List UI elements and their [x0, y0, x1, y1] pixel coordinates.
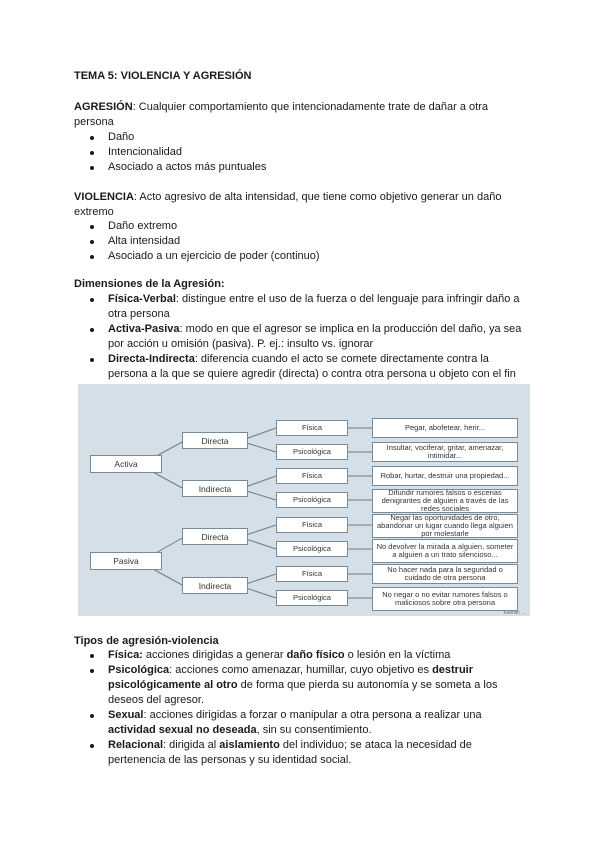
diagram-leaf: No negar o no evitar rumores falsos o maliciosos sobre otra persona	[372, 587, 518, 611]
tipos-list	[90, 648, 540, 768]
list-item: Física-Verbal: distingue entre el uso de la fuerza o del lenguaje para infringir daño a otra persona	[90, 292, 540, 322]
diagram-leaf: Difundir rumores falsos o escenas denigrantes de alguien a través de las redes sociales	[372, 489, 518, 513]
tipos-heading: Tipos de agresión-violencia	[74, 635, 219, 647]
violencia-term: VIOLENCIA	[74, 191, 134, 203]
diagram-node-psicologica: Psicológica	[276, 444, 348, 460]
diagram-leaf: Insultar, vociferar, gritar, amenazar, intimidar...	[372, 442, 518, 462]
agresion-list	[90, 130, 540, 175]
list-item: Sexual: acciones dirigidas a forzar o manipular a otra persona a realizar una actividad sexual no deseada, sin su consentimiento.	[90, 708, 540, 738]
aggression-diagram	[78, 384, 530, 616]
diagram-node-fisica: Física	[276, 420, 348, 436]
list-item: Psicológica: acciones como amenazar, humillar, cuyo objetivo es destruir psicológicamente al otro de forma que pierda su autonomía y se someta a los deseos del agresor.	[90, 663, 540, 708]
diagram-leaf: Robar, hurtar, destruir una propiedad...	[372, 466, 518, 486]
list-item: Daño	[90, 130, 540, 145]
list-item: Activa-Pasiva: modo en que el agresor se implica en la producción del daño, ya sea por acción u omisión (pasiva). P. ej.: insulto vs. ignorar	[90, 322, 540, 352]
list-item: Daño extremo	[90, 219, 540, 234]
list-item: Directa-Indirecta: diferencia cuando el acto se comete directamente contra la persona a la que se quiere agredir (directa) o contra otra persona u objeto con el fin	[90, 352, 540, 397]
list-item: Asociado a un ejercicio de poder (continuo)	[90, 249, 540, 264]
violencia-text-1: : Acto agresivo de alta intensidad, que tiene como objetivo generar un daño	[133, 191, 502, 203]
diagram-node-indirecta: Indirecta	[182, 577, 248, 594]
list-item: Alta intensidad	[90, 234, 540, 249]
diagram-caption: Fuente: ...	[503, 610, 526, 616]
diagram-node-psicologica: Psicológica	[276, 541, 348, 557]
dimensiones-list	[90, 292, 540, 397]
agresion-text-1: : Cualquier comportamiento que intencionadamente trate de dañar a otra	[132, 101, 488, 113]
diagram-node-psicologica: Psicológica	[276, 590, 348, 606]
diagram-node-fisica: Física	[276, 566, 348, 582]
diagram-node-psicologica: Psicológica	[276, 492, 348, 508]
diagram-leaf: Pegar, abofetear, herir...	[372, 418, 518, 438]
violencia-definition	[74, 190, 544, 220]
diagram-leaf: No hacer nada para la seguridad o cuidado de otra persona	[372, 564, 518, 584]
agresion-text-2: persona	[74, 116, 114, 128]
diagram-node-directa: Directa	[182, 528, 248, 545]
dimensiones-heading: Dimensiones de la Agresión:	[74, 278, 225, 290]
violencia-text-2: extremo	[74, 206, 114, 218]
diagram-node-fisica: Física	[276, 517, 348, 533]
list-item: Asociado a actos más puntuales	[90, 160, 540, 175]
diagram-node-indirecta: Indirecta	[182, 480, 248, 497]
diagram-leaf: No devolver la mirada a alguien, someter a alguien a un trato silencioso...	[372, 539, 518, 563]
agresion-definition	[74, 100, 544, 130]
agresion-term: AGRESIÓN	[74, 101, 133, 113]
diagram-leaf: Negar las oportunidades de otro, abandonar un lugar cuando llega alguien por molestarle	[372, 514, 518, 538]
list-item: Relacional: dirigida al aislamiento del individuo; se ataca la necesidad de pertenencia de las personas y su identidad social.	[90, 738, 540, 768]
list-item: Intencionalidad	[90, 145, 540, 160]
diagram-node-directa: Directa	[182, 432, 248, 449]
diagram-node-fisica: Física	[276, 468, 348, 484]
list-item: Física: acciones dirigidas a generar daño físico o lesión en la víctima	[90, 648, 540, 663]
page-title: TEMA 5: VIOLENCIA Y AGRESIÓN	[74, 70, 252, 82]
diagram-node-pasiva: Pasiva	[90, 552, 162, 570]
violencia-list	[90, 219, 540, 264]
diagram-node-activa: Activa	[90, 455, 162, 473]
